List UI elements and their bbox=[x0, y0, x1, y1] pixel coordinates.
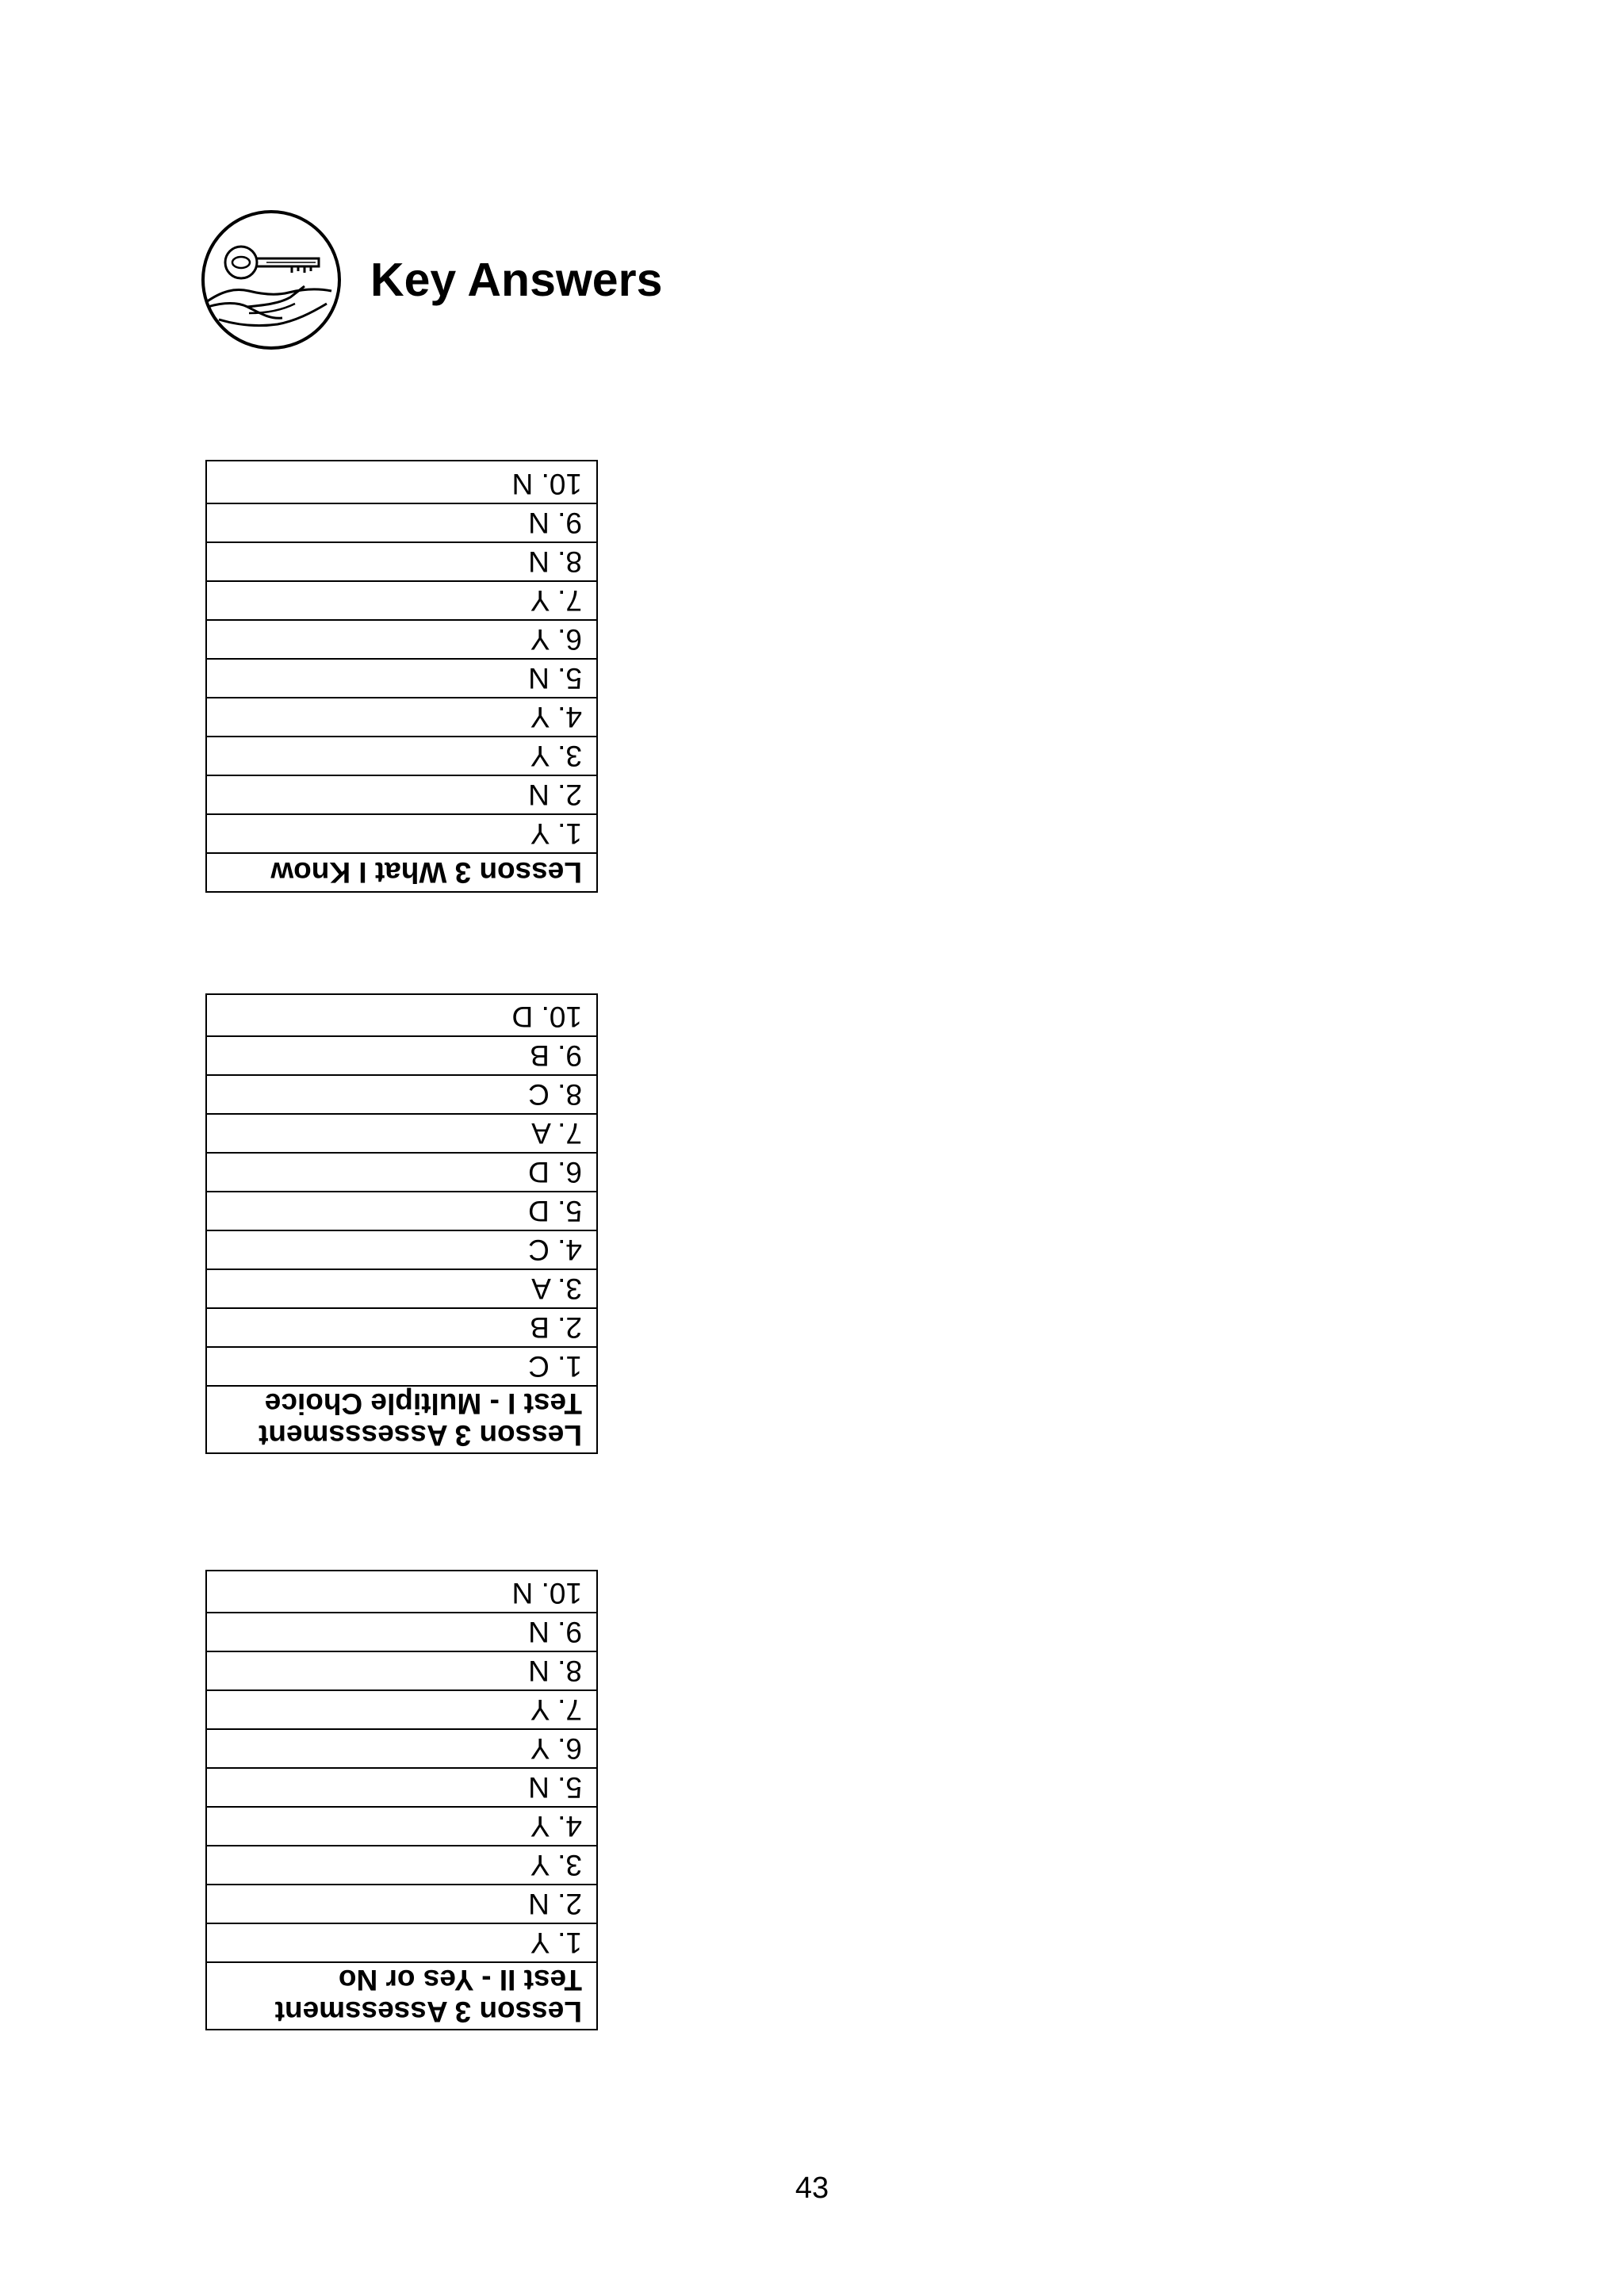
table-row: 2. B bbox=[207, 1307, 596, 1346]
table-row: 1. C bbox=[207, 1346, 596, 1385]
table-row: 8. C bbox=[207, 1074, 596, 1113]
table-row: 6. Y bbox=[207, 1728, 596, 1767]
table-row: 6. Y bbox=[207, 619, 596, 658]
table-row: 3. A bbox=[207, 1269, 596, 1307]
table-row: 3. Y bbox=[207, 736, 596, 775]
table-heading: Lesson 3 Assessment Test II - Yes or No bbox=[207, 1961, 596, 2029]
table-row: 8. N bbox=[207, 1651, 596, 1689]
table-row: 8. N bbox=[207, 541, 596, 580]
table-row: 4. Y bbox=[207, 697, 596, 736]
table-row: 2. N bbox=[207, 1884, 596, 1923]
table-row: 5. D bbox=[207, 1191, 596, 1230]
answer-key-table-what-i-know bbox=[205, 460, 598, 893]
answer-key-table-multiple-choice bbox=[205, 993, 598, 1454]
table-row: 4. C bbox=[207, 1230, 596, 1269]
table-row: 2. N bbox=[207, 775, 596, 813]
page-number: 43 bbox=[795, 2172, 829, 2205]
page-title: Key Answers bbox=[370, 254, 663, 306]
table-row: 9. N bbox=[207, 1612, 596, 1651]
table-row: 9. N bbox=[207, 503, 596, 541]
table-row: 4. Y bbox=[207, 1806, 596, 1845]
table-row: 9. B bbox=[207, 1035, 596, 1074]
table-row: 10. N bbox=[511, 1577, 582, 1609]
table-row: 1. Y bbox=[207, 813, 596, 852]
table-row: 10. N bbox=[511, 468, 582, 500]
table-row: 6. D bbox=[207, 1152, 596, 1191]
table-heading: Lesson 3 What I Know bbox=[207, 852, 596, 891]
table-row: 10. D bbox=[511, 1001, 582, 1033]
table-heading: Lesson 3 Assesssment Test I - Multiple Choice bbox=[207, 1385, 596, 1452]
table-row: 1. Y bbox=[207, 1923, 596, 1961]
table-row: 3. Y bbox=[207, 1845, 596, 1884]
answer-key-table-yes-or-no bbox=[205, 1570, 598, 2030]
table-row: 5. N bbox=[207, 658, 596, 697]
key-in-hand-icon bbox=[200, 209, 343, 351]
table-row: 7. Y bbox=[207, 1689, 596, 1728]
table-row: 7. Y bbox=[207, 580, 596, 619]
table-row: 5. N bbox=[207, 1767, 596, 1806]
table-row: 7. A bbox=[207, 1113, 596, 1152]
